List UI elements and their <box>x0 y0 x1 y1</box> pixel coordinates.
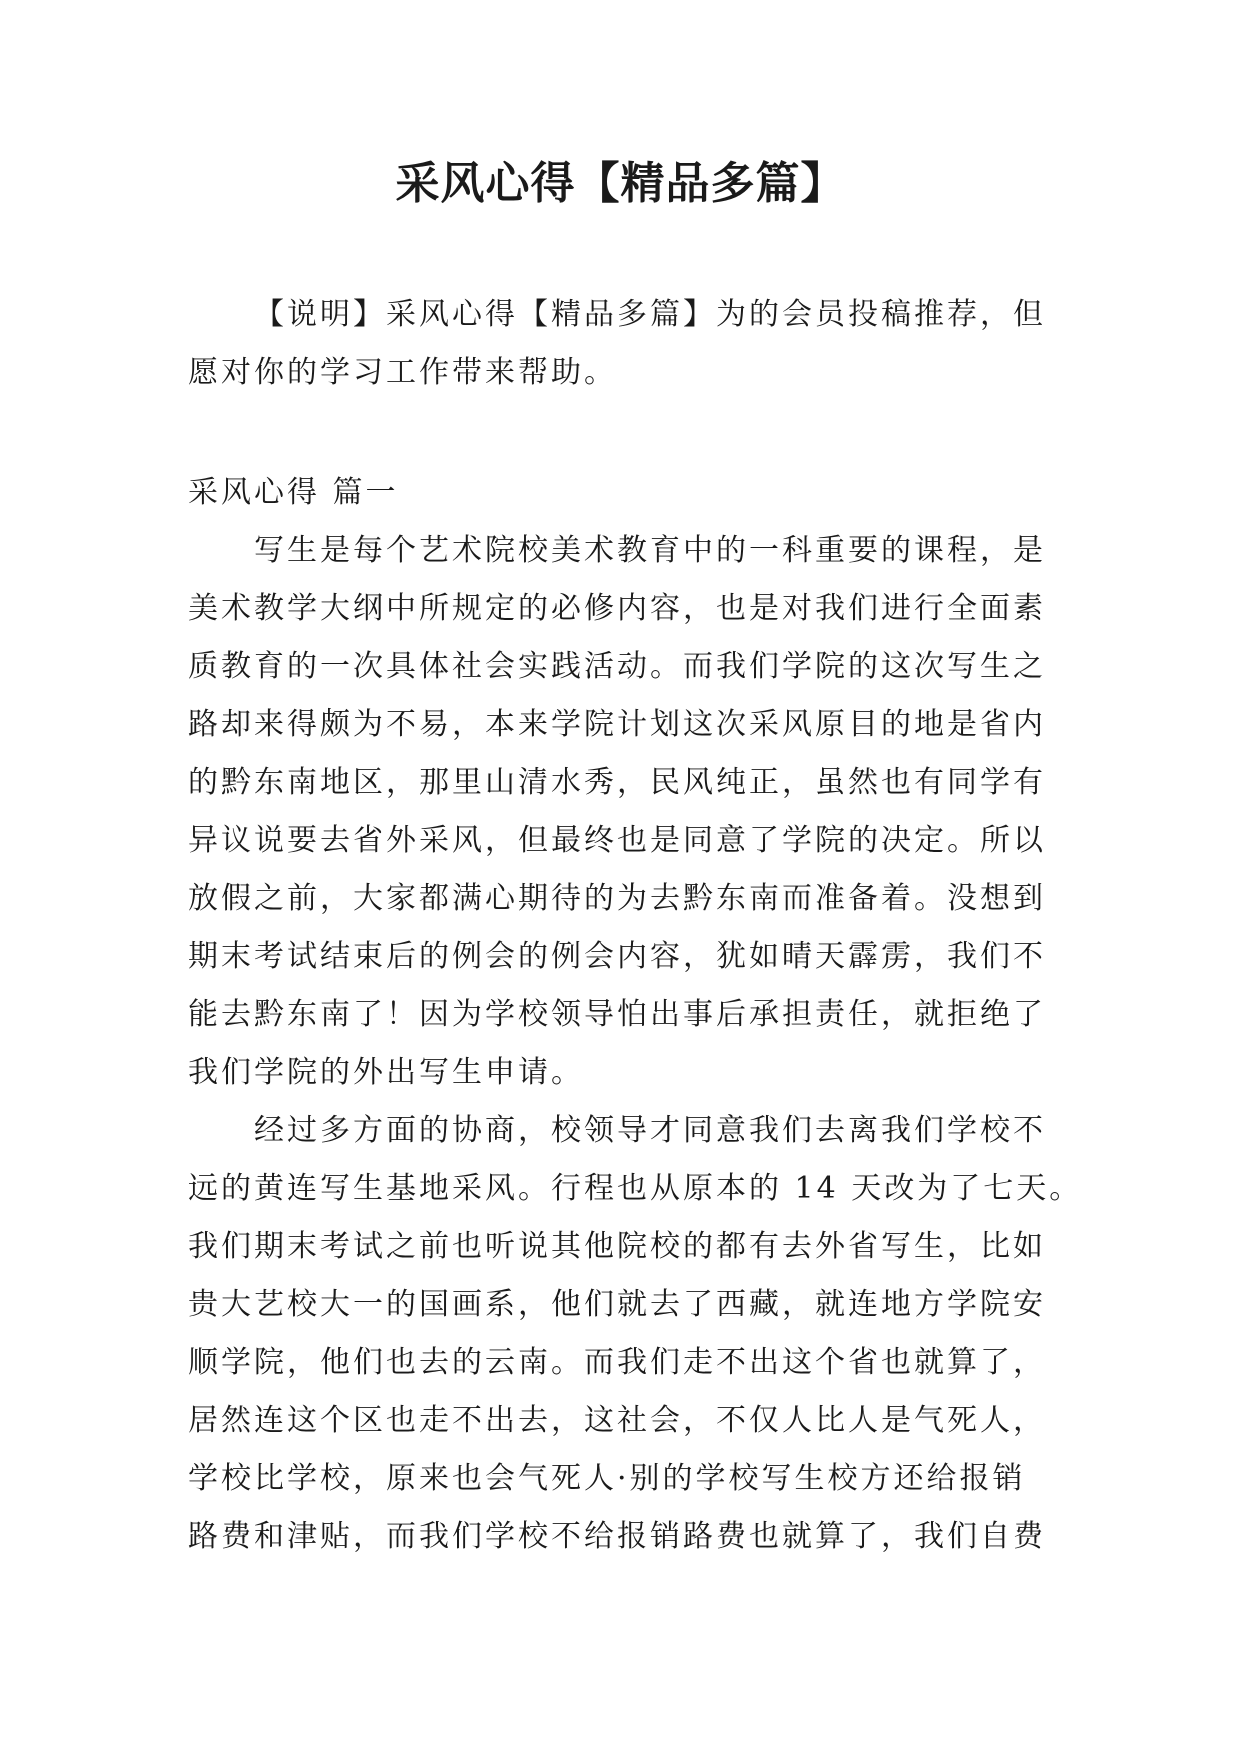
paragraph-line: 居然连这个区也走不出去，这社会，不仅人比人是气死人， <box>188 1403 1046 1438</box>
paragraph-line: 经过多方面的协商，校领导才同意我们去离我们学校不 <box>254 1113 1046 1148</box>
paragraph-line: 学校比学校，原来也会气死人·别的学校写生校方还给报销 <box>188 1461 1026 1496</box>
paragraph-line: 写生是每个艺术院校美术教育中的一科重要的课程，是 <box>254 533 1046 568</box>
paragraph-line: 异议说要去省外采风，但最终也是同意了学院的决定。所以 <box>188 823 1046 858</box>
paragraph-line: 期末考试结束后的例会的例会内容，犹如晴天霹雳，我们不 <box>188 939 1046 974</box>
paragraph-line: 顺学院，他们也去的云南。而我们走不出这个省也就算了， <box>188 1345 1046 1380</box>
paragraph-line: 能去黔东南了！因为学校领导怕出事后承担责任，就拒绝了 <box>188 997 1046 1032</box>
intro-block <box>188 286 1068 402</box>
paragraph-line: 路却来得颇为不易，本来学院计划这次采风原目的地是省内 <box>188 707 1046 742</box>
paragraph-line: 贵大艺校大一的国画系，他们就去了西藏，就连地方学院安 <box>188 1287 1046 1322</box>
intro-line: 【说明】采风心得【精品多篇】为的会员投稿推荐，但 <box>254 297 1046 332</box>
paragraph-line: 我们学院的外出写生申请。 <box>188 1055 584 1090</box>
paragraph-line: 的黔东南地区，那里山清水秀，民风纯正，虽然也有同学有 <box>188 765 1046 800</box>
paragraph-line: 远的黄连写生基地采风。行程也从原本的 14 天改为了七天。 <box>188 1171 1083 1206</box>
intro-line: 愿对你的学习工作带来帮助。 <box>188 355 617 390</box>
paragraph-line: 美术教学大纲中所规定的必修内容，也是对我们进行全面素 <box>188 591 1046 626</box>
paragraph-line: 我们期末考试之前也听说其他院校的都有去外省写生，比如 <box>188 1229 1046 1264</box>
paragraph-line: 放假之前，大家都满心期待的为去黔东南而准备着。没想到 <box>188 881 1046 916</box>
paragraph-line: 质教育的一次具体社会实践活动。而我们学院的这次写生之 <box>188 649 1046 684</box>
section-heading: 采风心得 篇一 <box>188 475 399 510</box>
section-one <box>188 464 1083 1566</box>
document-title: 采风心得【精品多篇】 <box>395 158 846 209</box>
paragraph-line: 路费和津贴，而我们学校不给报销路费也就算了，我们自费 <box>188 1519 1046 1554</box>
